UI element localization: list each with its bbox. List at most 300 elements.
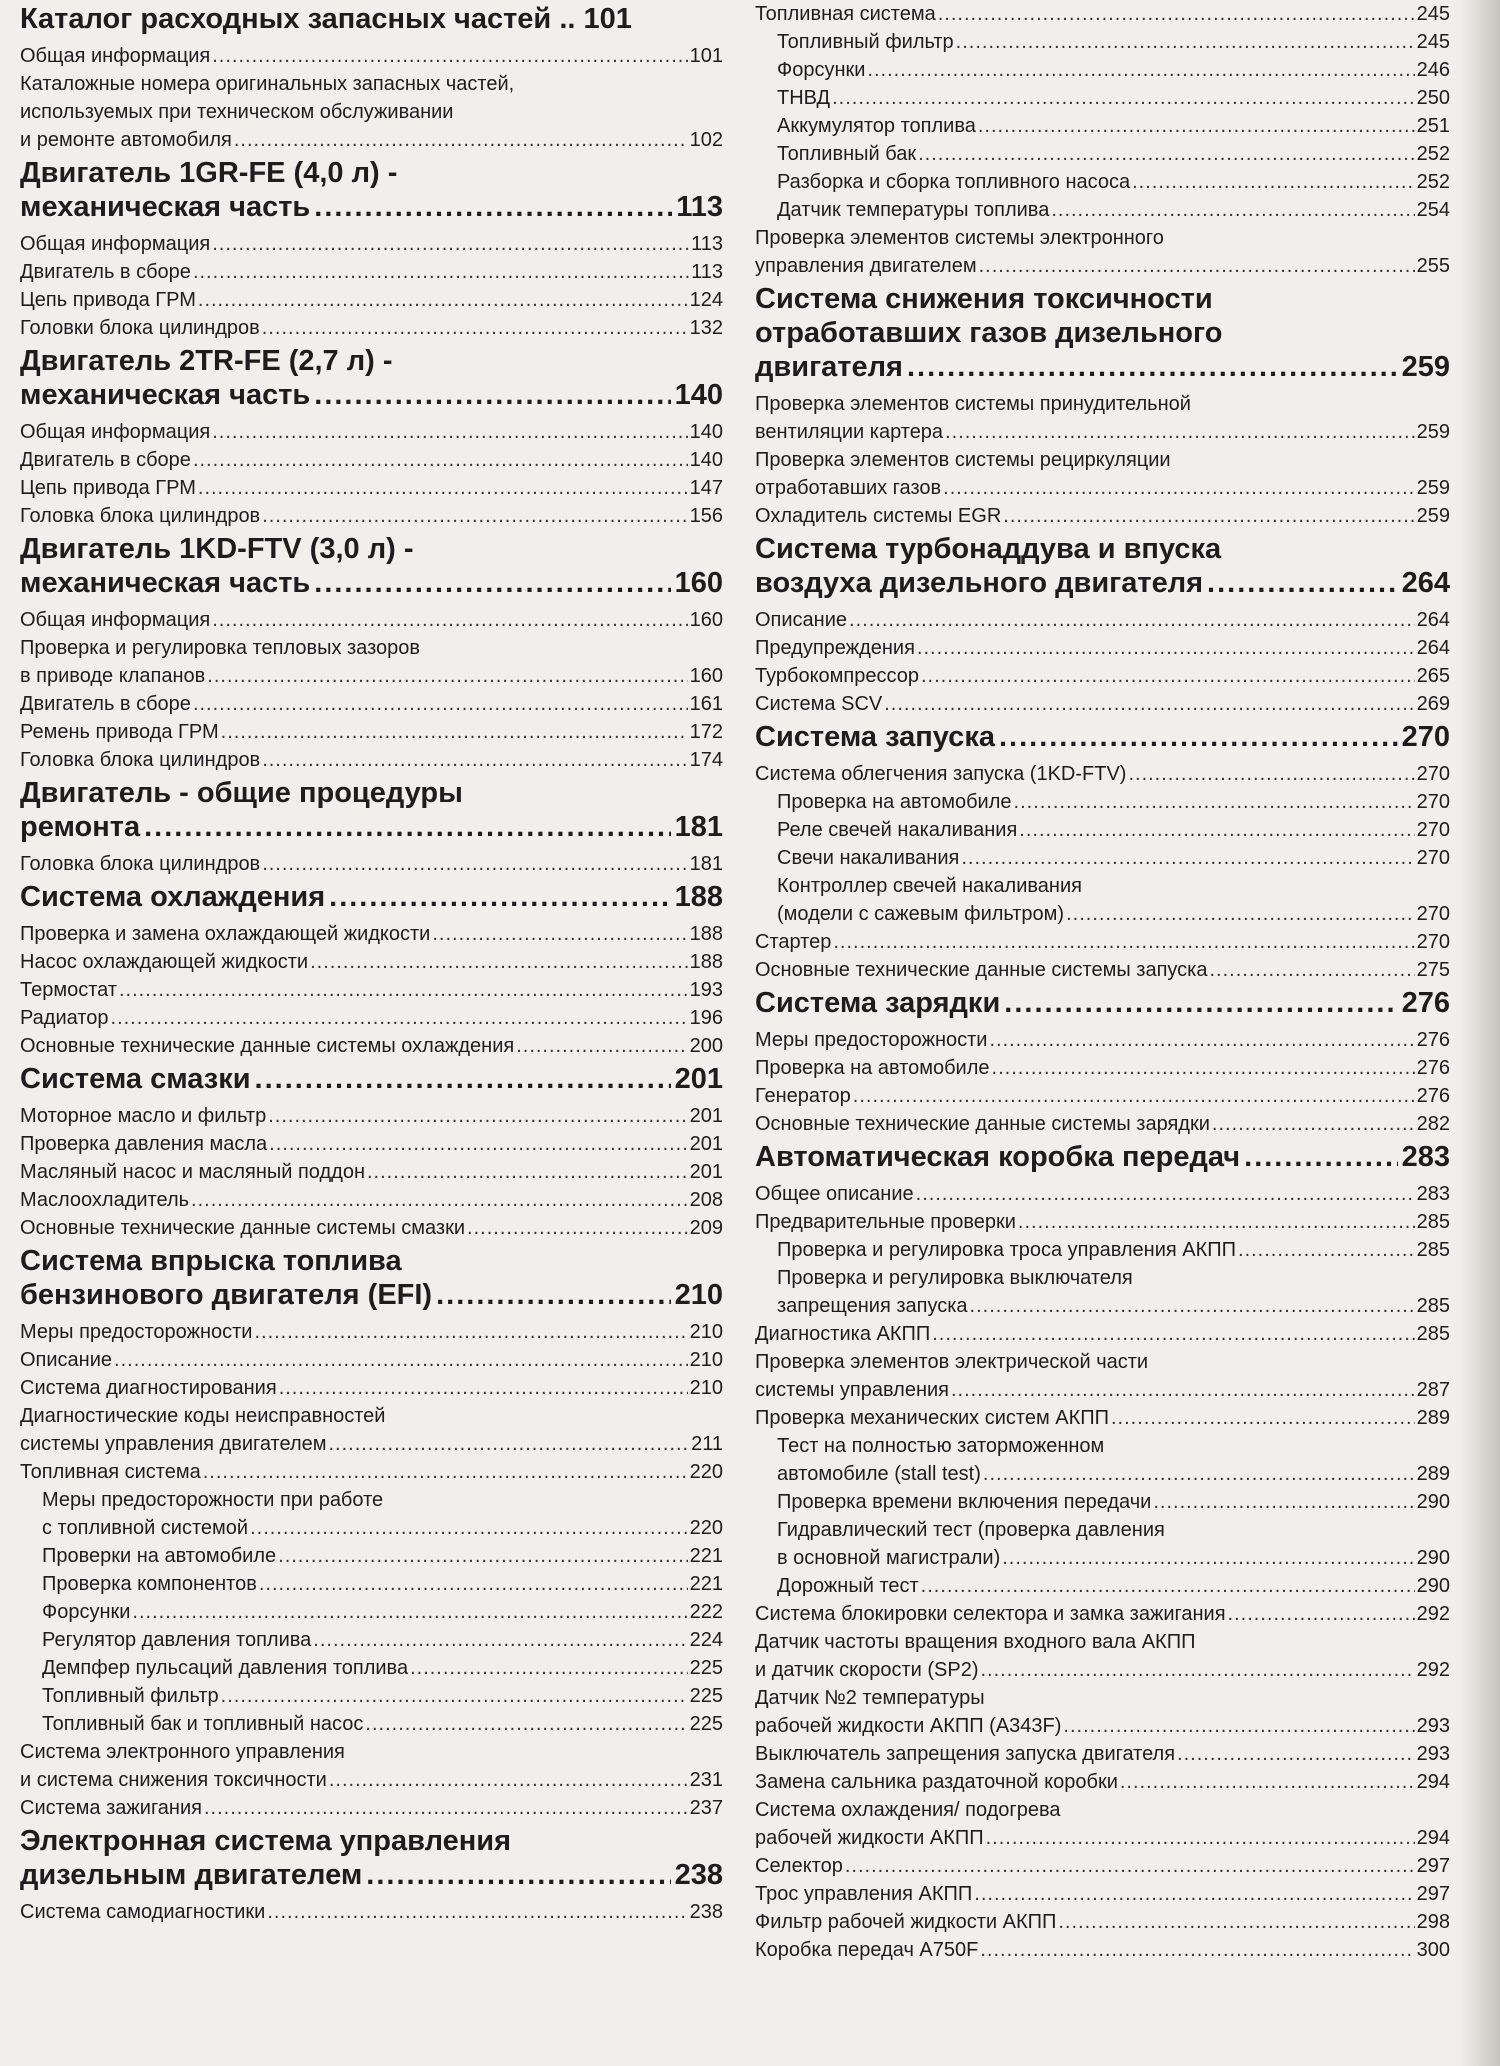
toc-entry[interactable] [20, 1186, 723, 1214]
toc-entry[interactable] [755, 1628, 1450, 1684]
section-title-line [20, 532, 723, 566]
entry-page-number: 147 [689, 477, 723, 499]
toc-entry[interactable] [20, 1374, 723, 1402]
entry-line [20, 418, 723, 446]
entry-line [20, 1346, 723, 1374]
entry-text: Ремень привода ГРМ [20, 721, 219, 743]
entry-text: системы управления [755, 1379, 949, 1401]
entry-text: ТНВД [777, 87, 831, 109]
dot-leader [938, 0, 1415, 28]
toc-entry[interactable] [20, 850, 723, 878]
dot-leader [921, 662, 1415, 690]
entry-line [777, 84, 1450, 112]
section-title-text: Каталог расходных запасных частей .. 101 [20, 3, 632, 35]
toc-entry[interactable] [20, 606, 723, 634]
dot-leader [144, 810, 671, 844]
section-title[interactable] [20, 532, 723, 600]
section-page-number: 276 [1401, 987, 1450, 1019]
entry-line [20, 258, 723, 286]
entry-line [755, 1628, 1450, 1656]
toc-entry[interactable] [755, 1054, 1450, 1082]
dot-leader [1228, 1600, 1415, 1628]
entry-page-number: 210 [689, 1321, 723, 1343]
toc-subentry[interactable] [755, 1488, 1450, 1516]
entry-line [755, 1404, 1450, 1432]
entry-line [755, 634, 1450, 662]
entry-text: Форсунки [777, 59, 866, 81]
toc-subentry[interactable] [755, 1516, 1450, 1572]
toc-subentry[interactable] [755, 816, 1450, 844]
entry-page-number: 300 [1416, 1939, 1450, 1961]
entry-line [755, 1684, 1450, 1712]
toc-entry[interactable] [20, 1158, 723, 1186]
dot-leader [956, 28, 1415, 56]
dot-leader [366, 1858, 670, 1892]
dot-leader [1003, 502, 1414, 530]
entry-text: Проверка компонентов [42, 1573, 257, 1595]
entry-line [20, 1186, 723, 1214]
entry-page-number: 285 [1416, 1239, 1450, 1261]
dot-leader [1212, 1110, 1415, 1138]
toc-section [20, 1244, 723, 1822]
section-title-line [20, 566, 723, 600]
toc-entry[interactable] [20, 1458, 723, 1486]
entry-page-number: 245 [1416, 31, 1450, 53]
section-title[interactable] [755, 986, 1450, 1020]
entry-text: отработавших газов [755, 477, 942, 499]
entry-page-number: 222 [689, 1601, 723, 1623]
entry-text: Основные технические данные системы охлаждения [20, 1035, 515, 1057]
toc-entry[interactable] [20, 1318, 723, 1346]
toc-entry[interactable] [20, 418, 723, 446]
entry-line [777, 900, 1450, 928]
entry-text: Форсунки [42, 1601, 131, 1623]
toc-subentry[interactable] [755, 1572, 1450, 1600]
dot-leader [516, 1032, 687, 1060]
toc-subentry[interactable] [20, 1486, 723, 1542]
toc-entry[interactable] [20, 690, 723, 718]
entry-line [20, 474, 723, 502]
toc-entry[interactable] [20, 70, 723, 154]
section-title-text: механическая часть [20, 191, 311, 223]
toc-subentry[interactable] [20, 1598, 723, 1626]
toc-entry[interactable] [755, 662, 1450, 690]
entry-line [755, 1320, 1450, 1348]
entry-line [755, 474, 1450, 502]
toc-section [755, 1140, 1450, 1964]
toc-entry[interactable] [755, 760, 1450, 788]
entry-line [755, 1026, 1450, 1054]
entry-text: Регулятор давления топлива [42, 1629, 312, 1651]
toc-entry[interactable] [755, 1404, 1450, 1432]
entry-page-number: 254 [1416, 199, 1450, 221]
toc-subentry[interactable] [755, 1432, 1450, 1488]
toc-subentry[interactable] [20, 1542, 723, 1570]
entry-line [755, 224, 1450, 252]
entry-line [777, 1544, 1450, 1572]
entry-line [777, 1432, 1450, 1460]
entry-text: и ремонте автомобиля [20, 129, 232, 151]
entry-page-number: 237 [689, 1797, 723, 1819]
toc-entry[interactable] [755, 606, 1450, 634]
toc-entry[interactable] [20, 314, 723, 342]
dot-leader [365, 1710, 687, 1738]
dot-leader [221, 1682, 688, 1710]
toc-entry[interactable] [20, 446, 723, 474]
dot-leader [329, 1430, 690, 1458]
toc-entry[interactable] [755, 224, 1450, 280]
toc-entry[interactable] [755, 690, 1450, 718]
entry-page-number: 225 [689, 1657, 723, 1679]
toc-entry[interactable] [755, 0, 1450, 28]
entry-line [755, 956, 1450, 984]
section-title-text: Двигатель 2TR-FE (2,7 л) - [20, 345, 393, 377]
dot-leader [191, 1186, 688, 1214]
section-title[interactable] [20, 2, 723, 36]
entry-page-number: 294 [1416, 1827, 1450, 1849]
dot-leader [1153, 1488, 1414, 1516]
section-title-line [20, 776, 723, 810]
entry-line [42, 1514, 723, 1542]
toc-entry[interactable] [20, 1402, 723, 1458]
entry-line [755, 1054, 1450, 1082]
toc-entry[interactable] [755, 956, 1450, 984]
entry-text: Меры предосторожности [755, 1029, 988, 1051]
dot-leader [212, 418, 687, 446]
entry-text: рабочей жидкости АКПП (A343F) [755, 1715, 1062, 1737]
toc-entry[interactable] [755, 1208, 1450, 1236]
toc-entry[interactable] [20, 634, 723, 690]
entry-line [755, 606, 1450, 634]
entry-line [20, 746, 723, 774]
toc-subentry[interactable] [755, 112, 1450, 140]
toc-entry[interactable] [755, 390, 1450, 446]
toc-subentry[interactable] [20, 1710, 723, 1738]
section-title-line [20, 810, 723, 844]
toc-entry[interactable] [755, 1320, 1450, 1348]
toc-entry[interactable] [755, 1740, 1450, 1768]
toc-entry[interactable] [755, 446, 1450, 502]
entry-text: Основные технические данные системы смазки [20, 1217, 466, 1239]
entry-text: Система самодиагностики [20, 1901, 266, 1923]
toc-entry[interactable] [20, 474, 723, 502]
section-title[interactable] [20, 344, 723, 412]
dot-leader [981, 1656, 1415, 1684]
toc-entry[interactable] [20, 286, 723, 314]
entry-line [20, 314, 723, 342]
toc-subentry[interactable] [20, 1654, 723, 1682]
dot-leader [212, 230, 689, 258]
entry-line [20, 850, 723, 878]
toc-subentry[interactable] [755, 1264, 1450, 1320]
toc-subentry[interactable] [755, 788, 1450, 816]
entry-text: Тест на полностью заторможенном [777, 1435, 1105, 1457]
entry-text: Каталожные номера оригинальных запасных частей, [20, 73, 515, 95]
entry-text: Описание [20, 1349, 113, 1371]
entry-text: и датчик скорости (SP2) [755, 1659, 979, 1681]
section-title[interactable] [20, 1824, 723, 1892]
entry-page-number: 209 [689, 1217, 723, 1239]
toc-entry[interactable] [755, 1110, 1450, 1138]
toc-entry[interactable] [20, 42, 723, 70]
dot-leader [853, 1082, 1415, 1110]
section-title[interactable] [755, 282, 1450, 384]
entry-text: в основной магистрали) [777, 1547, 1001, 1569]
dot-leader [970, 1292, 1415, 1320]
entry-text: Фильтр рабочей жидкости АКПП [755, 1911, 1057, 1933]
entry-text: Проверка и регулировка выключателя [777, 1267, 1133, 1289]
entry-text: Двигатель в сборе [20, 449, 191, 471]
entry-line [20, 1214, 723, 1242]
entry-page-number: 276 [1416, 1085, 1450, 1107]
toc-entry[interactable] [20, 1738, 723, 1794]
dot-leader [999, 720, 1398, 754]
toc-section [755, 720, 1450, 984]
toc-entry[interactable] [20, 1346, 723, 1374]
entry-page-number: 270 [1416, 931, 1450, 953]
dot-leader [884, 690, 1414, 718]
section-page-number: 181 [674, 811, 723, 843]
toc-entry[interactable] [20, 1004, 723, 1032]
toc-subentry[interactable] [755, 140, 1450, 168]
toc-entry[interactable] [20, 1898, 723, 1926]
entry-line [20, 1032, 723, 1060]
toc-entry[interactable] [755, 1908, 1450, 1936]
dot-leader [255, 1062, 671, 1096]
dot-leader [203, 1458, 688, 1486]
dot-leader [204, 1794, 688, 1822]
entry-line [755, 690, 1450, 718]
toc-subentry[interactable] [755, 84, 1450, 112]
section-title-line [20, 156, 723, 190]
dot-leader [1132, 168, 1415, 196]
toc-entry[interactable] [755, 634, 1450, 662]
entry-line [20, 1430, 723, 1458]
entry-line [20, 948, 723, 976]
toc-subentry[interactable] [755, 844, 1450, 872]
toc-entry[interactable] [20, 1102, 723, 1130]
dot-leader [1207, 566, 1398, 600]
section-title-text: Система впрыска топлива [20, 1245, 402, 1277]
toc-entry[interactable] [755, 502, 1450, 530]
entry-line [755, 1908, 1450, 1936]
entry-page-number: 265 [1416, 665, 1450, 687]
toc-entry[interactable] [20, 948, 723, 976]
dot-leader [436, 1278, 671, 1312]
toc-subentry[interactable] [20, 1570, 723, 1598]
dot-leader [212, 42, 687, 70]
entry-page-number: 208 [689, 1189, 723, 1211]
entry-text: Предварительные проверки [755, 1211, 1016, 1233]
toc-entry[interactable] [755, 1180, 1450, 1208]
entry-page-number: 252 [1416, 143, 1450, 165]
section-title[interactable] [755, 720, 1450, 754]
toc-subentry[interactable] [20, 1682, 723, 1710]
toc-entry[interactable] [755, 1936, 1450, 1964]
section-title[interactable] [20, 1062, 723, 1096]
toc-subentry[interactable] [755, 1236, 1450, 1264]
toc-section [755, 986, 1450, 1138]
toc-subentry[interactable] [20, 1626, 723, 1654]
section-title[interactable] [755, 1140, 1450, 1174]
entry-line [20, 634, 723, 662]
section-title[interactable] [20, 880, 723, 914]
dot-leader [259, 1570, 688, 1598]
entry-text: Общая информация [20, 421, 211, 443]
toc-entry[interactable] [755, 1348, 1450, 1404]
entry-page-number: 238 [689, 1901, 723, 1923]
toc-entry[interactable] [755, 1684, 1450, 1740]
entry-text: управления двигателем [755, 255, 977, 277]
entry-page-number: 293 [1416, 1743, 1450, 1765]
entry-text: Трос управления АКПП [755, 1883, 973, 1905]
toc-entry[interactable] [755, 1026, 1450, 1054]
entry-page-number: 264 [1416, 637, 1450, 659]
toc-entry[interactable] [755, 1768, 1450, 1796]
toc-subentry[interactable] [755, 168, 1450, 196]
dot-leader [132, 1598, 687, 1626]
entry-page-number: 200 [689, 1035, 723, 1057]
dot-leader [849, 606, 1415, 634]
toc-section [20, 1062, 723, 1242]
section-title-line [20, 344, 723, 378]
entry-line [20, 606, 723, 634]
toc-subentry[interactable] [755, 28, 1450, 56]
dot-leader [119, 976, 688, 1004]
dot-leader [1244, 1140, 1397, 1174]
entry-page-number: 210 [689, 1377, 723, 1399]
toc-entry[interactable] [755, 1082, 1450, 1110]
entry-text: Система охлаждения/ подогрева [755, 1799, 1061, 1821]
section-title[interactable] [20, 776, 723, 844]
section-title[interactable] [20, 156, 723, 224]
entry-text: Насос охлаждающей жидкости [20, 951, 309, 973]
entry-text: вентиляции картера [755, 421, 944, 443]
entry-text: Система электронного управления [20, 1741, 345, 1763]
dot-leader [921, 1572, 1415, 1600]
entry-line [777, 56, 1450, 84]
section-title-text: Система смазки [20, 1063, 251, 1095]
section-title-line [20, 1278, 723, 1312]
entry-text: Проверка и замена охлаждающей жидкости [20, 923, 431, 945]
dot-leader [916, 1180, 1415, 1208]
entry-line [755, 1712, 1450, 1740]
entry-line [777, 1460, 1450, 1488]
section-page-number: 238 [674, 1859, 723, 1891]
entry-line [755, 1740, 1450, 1768]
toc-entry[interactable] [20, 1794, 723, 1822]
toc-entry[interactable] [755, 1796, 1450, 1852]
dot-leader [1177, 1740, 1415, 1768]
entry-text: Топливный фильтр [777, 31, 954, 53]
toc-entry[interactable] [20, 230, 723, 258]
entry-line [20, 1374, 723, 1402]
entry-text: Топливная система [755, 3, 936, 25]
entry-page-number: 251 [1416, 115, 1450, 137]
toc-entry[interactable] [20, 920, 723, 948]
entry-text: Гидравлический тест (проверка давления [777, 1519, 1165, 1541]
toc-section [755, 0, 1450, 280]
entry-line [755, 390, 1450, 418]
entry-text: Топливная система [20, 1461, 201, 1483]
entry-page-number: 275 [1416, 959, 1450, 981]
entry-line [755, 1110, 1450, 1138]
dot-leader [410, 1654, 688, 1682]
toc-entry[interactable] [20, 976, 723, 1004]
entry-text: Общая информация [20, 45, 211, 67]
entry-line [20, 920, 723, 948]
entry-text: Реле свечей накаливания [777, 819, 1018, 841]
toc-section [755, 532, 1450, 718]
entry-text: Проверка элементов системы рециркуляции [755, 449, 1171, 471]
dot-leader [314, 378, 670, 412]
entry-page-number: 285 [1416, 1323, 1450, 1345]
section-title-line [755, 282, 1450, 316]
toc-section [20, 1824, 723, 1926]
toc-entry[interactable] [755, 1880, 1450, 1908]
dot-leader [310, 948, 688, 976]
toc-entry[interactable] [20, 1130, 723, 1158]
section-title-line [20, 1062, 723, 1096]
entry-page-number: 113 [691, 261, 723, 283]
entry-page-number: 101 [689, 45, 723, 67]
toc-subentry[interactable] [755, 196, 1450, 224]
entry-text: Проверки на автомобиле [42, 1545, 277, 1567]
toc-entry[interactable] [20, 258, 723, 286]
toc-entry[interactable] [20, 718, 723, 746]
entry-text: Проверка на автомобиле [777, 791, 1012, 813]
toc-entry[interactable] [20, 502, 723, 530]
entry-line [755, 446, 1450, 474]
dot-leader [193, 446, 688, 474]
entry-line [20, 662, 723, 690]
toc-entry[interactable] [20, 746, 723, 774]
dot-leader [193, 258, 689, 286]
entry-line [20, 446, 723, 474]
entry-text: Проверка элементов электрической части [755, 1351, 1149, 1373]
toc-entry[interactable] [20, 1214, 723, 1242]
entry-line [755, 252, 1450, 280]
toc-entry[interactable] [755, 928, 1450, 956]
toc-section [20, 156, 723, 342]
entry-line [755, 1348, 1450, 1376]
dot-leader [832, 84, 1415, 112]
toc-entry[interactable] [755, 1852, 1450, 1880]
section-title-text: Электронная система управления [20, 1825, 512, 1857]
toc-subentry[interactable] [755, 56, 1450, 84]
entry-text: Меры предосторожности [20, 1321, 253, 1343]
entry-line [42, 1598, 723, 1626]
entry-text: Проверка элементов системы принудительной [755, 393, 1191, 415]
dot-leader [867, 56, 1414, 84]
toc-section [20, 2, 723, 154]
entry-line [755, 1824, 1450, 1852]
entry-page-number: 276 [1416, 1029, 1450, 1051]
entry-page-number: 285 [1416, 1211, 1450, 1233]
entry-page-number: 220 [689, 1517, 723, 1539]
section-title-text: Автоматическая коробка передач [755, 1141, 1241, 1173]
toc-subentry[interactable] [755, 872, 1450, 928]
entry-text: Коробка передач A750F [755, 1939, 979, 1961]
toc-entry[interactable] [755, 1600, 1450, 1628]
section-title-text: Система запуска [755, 721, 995, 753]
section-title[interactable] [20, 1244, 723, 1312]
section-title[interactable] [755, 532, 1450, 600]
dot-leader [267, 1898, 687, 1926]
dot-leader [114, 1346, 688, 1374]
toc-entry[interactable] [20, 1032, 723, 1060]
dot-leader [1111, 1404, 1415, 1432]
